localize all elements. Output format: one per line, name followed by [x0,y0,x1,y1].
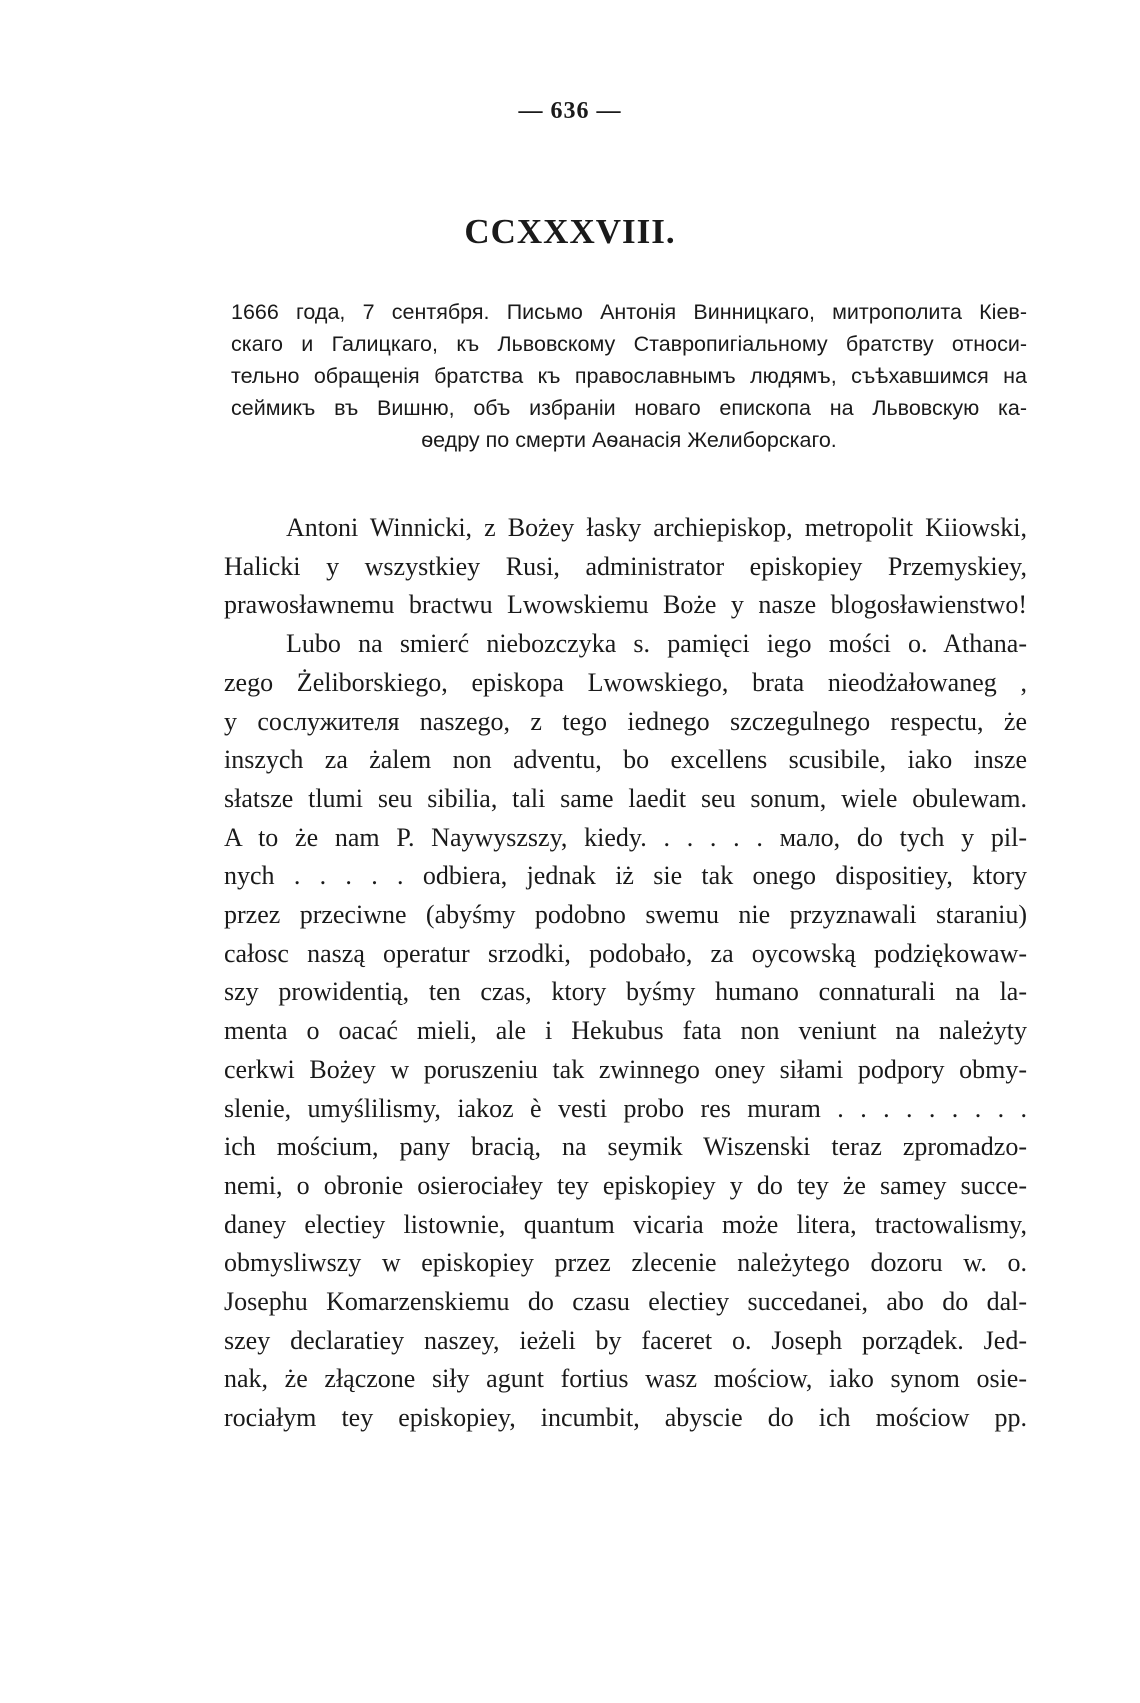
body-line: prawosławnemu bractwu Lwowskiemu Boże y nasze blogosławienstwo! [224,590,1027,620]
document-number-heading: CCXXXVIII. [464,212,676,251]
body-line: inszych za żalem non adventu, bo excellens scusibile, iako insze [224,745,1027,775]
body-line: menta o oасаć mieli, ale i Hekubus fata non veniunt na należyty [224,1016,1027,1046]
document-summary [231,296,1027,456]
body-line: całosc naszą operatur srzodki, podobało, za oycowską podziękowaw- [224,938,1027,968]
body-line: obmysliwszy w episkopiey przez zlecenie należytego dozoru w. o. [224,1248,1027,1278]
body-line: rociałym tey episkopiey, incumbit, abyscie do ich mościow pp. [224,1403,1027,1433]
body-line: cerkwi Bożey w poruszeniu tak zwinnego oney siłami podpory obmy- [224,1054,1027,1084]
body-line: daney electiey listownie, quantum vicaria może litera, tractowalismy, [224,1209,1027,1239]
body-line: przez przeciwne (abyśmy podobno swemu nie przyznawali staraniu) [224,900,1027,930]
body-line: ich mościum, pany bracią, na seymik Wiszenski teraz zpromadzo- [224,1132,1027,1162]
body-line: nak, że złączone siły agunt fortius wasz mościow, iako synom osie- [224,1364,1027,1394]
body-line: A to że nam P. Naywyszszy, kiedy. . . . . . мало, do tych y pil- [224,822,1027,852]
body-line: y сослужителя naszego, z tego iednego szczegulnego respectu, że [224,706,1027,736]
summary-line: 1666 года, 7 сентября. Письмо Антонія Винницкаго, митрополита Кіев- [231,300,1027,324]
body-line: Antoni Winnicki, z Bożey łasky archiepiskop, metropolit Kiiowski, [286,513,1027,542]
summary-line: тельно обращенія братства къ православнымъ людямъ, съѣхавшимся на [231,364,1027,388]
body-line: zego Żeliborskiego, episkopa Lwowskiego, brata nieodżałowaneg , [224,667,1027,697]
body-line: nemi, o obronie osierociałey tey episkopiey y do tey że samey succe- [224,1170,1027,1200]
body-line: Lubo na smierć niebozczyka s. pamięci iego mości o. Athana- [286,629,1027,659]
body-line: szy prowidentią, ten czas, ktory byśmy humano connaturali na la- [224,977,1027,1007]
summary-line: скаго и Галицкаго, къ Львовскому Ставропигіальному братству относи- [231,332,1027,356]
body-line: Josephu Komarzenskiemu do czasu electiey succedanei, abo do dal- [224,1287,1027,1317]
letter-body [224,509,1027,1438]
page-number: — 636 — [518,98,622,124]
body-line: szey declaratiey naszey, ieżeli by faceret o. Joseph porządek. Jed- [224,1325,1027,1355]
body-line: nych . . . . . odbiera, jednak iż sie tak onego dispositiey, ktory [224,861,1027,891]
summary-line: сеймикъ въ Вишню, объ избраніи новаго епископа на Львовскую ка- [231,396,1027,420]
body-line: Halicki y wszystkiey Rusi, administrator episkopiey Przemyskiey, [224,551,1027,581]
body-line: slenie, umyślilismy, iakoz è vesti probo res muram . . . . . . . . . [224,1093,1027,1123]
body-line: słatsze tlumi seu sibilia, tali same laedit seu sonum, wiele obulewam. [224,783,1027,813]
summary-line: ѳедру по смерти Аѳанасія Желиборскаго. [421,428,837,452]
